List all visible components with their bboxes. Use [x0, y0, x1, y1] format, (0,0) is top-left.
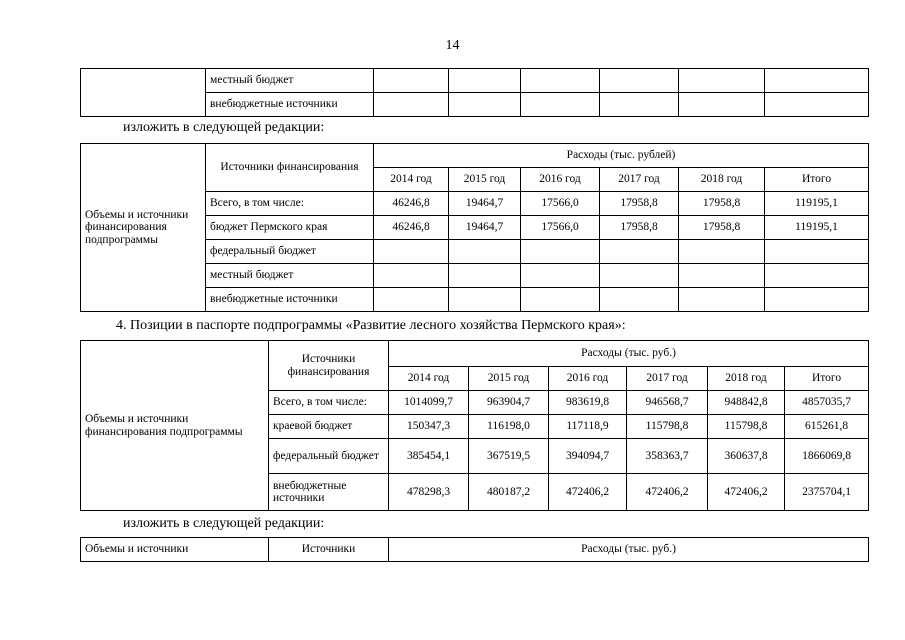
value-cell: 615261,8 — [785, 415, 869, 439]
value-cell: 17958,8 — [679, 192, 765, 216]
value-cell: 17958,8 — [600, 216, 679, 240]
sources-header: Источники — [269, 538, 389, 562]
expenses-header: Расходы (тыс. руб.) — [389, 341, 869, 367]
value-cell: 472406,2 — [627, 474, 708, 511]
year-header: 2014 год — [374, 168, 449, 192]
total-header: Итого — [765, 168, 869, 192]
value-cell: 17566,0 — [521, 216, 600, 240]
year-header: 2017 год — [600, 168, 679, 192]
value-cell: 963904,7 — [469, 391, 549, 415]
value-cell: 983619,8 — [549, 391, 627, 415]
value-cell: 117118,9 — [549, 415, 627, 439]
source-cell: местный бюджет — [206, 69, 374, 93]
value-cell: 17566,0 — [521, 192, 600, 216]
value-cell: 115798,8 — [708, 415, 785, 439]
year-header: 2014 год — [389, 367, 469, 391]
expenses-header: Расходы (тыс. рублей) — [374, 144, 869, 168]
value-cell: 119195,1 — [765, 192, 869, 216]
page-number: 14 — [445, 38, 460, 53]
source-cell: внебюджетные источники — [206, 93, 374, 117]
value-cell: 1866069,8 — [785, 439, 869, 474]
value-cell: 2375704,1 — [785, 474, 869, 511]
year-header: 2016 год — [521, 168, 600, 192]
value-cell: 19464,7 — [449, 192, 521, 216]
value-cell: 1014099,7 — [389, 391, 469, 415]
subprogram-funding-label: Объемы и источники финансирования подпрограммы — [81, 341, 269, 511]
year-header: 2015 год — [449, 168, 521, 192]
value-cell: 150347,3 — [389, 415, 469, 439]
source-cell: внебюджетные источники — [206, 288, 374, 312]
instruction-text-2: изложить в следующей редакции: — [123, 516, 325, 531]
year-header: 2017 год — [627, 367, 708, 391]
source-cell: федеральный бюджет — [269, 439, 389, 474]
funding-table-next — [80, 537, 869, 562]
value-cell: 480187,2 — [469, 474, 549, 511]
value-cell: 116198,0 — [469, 415, 549, 439]
value-cell: 948842,8 — [708, 391, 785, 415]
subprogram-funding-label: Объемы и источники — [81, 538, 269, 562]
source-cell: внебюджетные источники — [269, 474, 389, 511]
year-header: 2016 год — [549, 367, 627, 391]
sources-header: Источники финансирования — [206, 144, 374, 192]
source-cell: Всего, в том числе: — [269, 391, 389, 415]
sources-header: Источники финансирования — [269, 341, 389, 391]
value-cell: 358363,7 — [627, 439, 708, 474]
value-cell: 946568,7 — [627, 391, 708, 415]
value-cell: 115798,8 — [627, 415, 708, 439]
source-cell: Всего, в том числе: — [206, 192, 374, 216]
table-row — [81, 538, 869, 562]
value-cell: 46246,8 — [374, 192, 449, 216]
funding-table-current — [80, 340, 869, 511]
value-cell: 4857035,7 — [785, 391, 869, 415]
value-cell: 367519,5 — [469, 439, 549, 474]
value-cell: 46246,8 — [374, 216, 449, 240]
value-cell: 472406,2 — [549, 474, 627, 511]
value-cell: 119195,1 — [765, 216, 869, 240]
subprogram-funding-label: Объемы и источники финансирования подпрограммы — [81, 144, 206, 312]
year-header: 2018 год — [708, 367, 785, 391]
value-cell: 19464,7 — [449, 216, 521, 240]
funding-table-revised — [80, 143, 869, 312]
table-row — [81, 69, 869, 93]
value-cell: 360637,8 — [708, 439, 785, 474]
year-header: 2018 год — [679, 168, 765, 192]
year-header: 2015 год — [469, 367, 549, 391]
value-cell: 478298,3 — [389, 474, 469, 511]
source-cell: краевой бюджет — [269, 415, 389, 439]
value-cell: 472406,2 — [708, 474, 785, 511]
value-cell: 394094,7 — [549, 439, 627, 474]
section-title: 4. Позиции в паспорте подпрограммы «Развитие лесного хозяйства Пермского края»: — [116, 318, 626, 333]
source-cell: бюджет Пермского края — [206, 216, 374, 240]
value-cell: 17958,8 — [600, 192, 679, 216]
source-cell: федеральный бюджет — [206, 240, 374, 264]
value-cell: 17958,8 — [679, 216, 765, 240]
total-header: Итого — [785, 367, 869, 391]
instruction-text-1: изложить в следующей редакции: — [123, 120, 325, 135]
label-cell — [81, 69, 206, 117]
expenses-header: Расходы (тыс. руб.) — [389, 538, 869, 562]
table-previous-tail — [80, 68, 869, 117]
source-cell: местный бюджет — [206, 264, 374, 288]
value-cell: 385454,1 — [389, 439, 469, 474]
